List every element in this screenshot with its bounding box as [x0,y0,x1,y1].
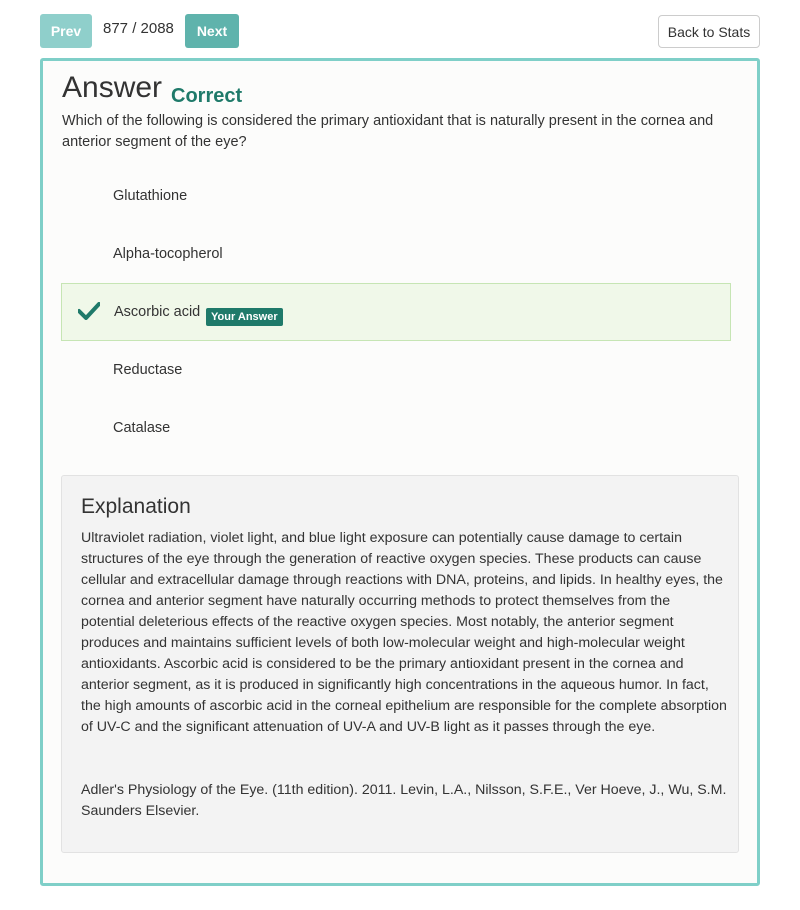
answer-title: Answer [62,71,163,104]
option-ascorbic-acid [61,283,731,341]
back-to-stats-button[interactable]: Back to Stats [658,15,760,48]
answer-options-list [61,167,731,457]
option-label: Alpha-tocopherol [113,246,223,262]
top-nav-bar [0,0,800,58]
explanation-title: Explanation [81,495,191,518]
option-glutathione [61,167,731,225]
next-button[interactable]: Next [185,14,239,48]
check-icon [78,302,100,320]
option-label: Catalase [113,420,171,436]
your-answer-badge: Your Answer [206,308,283,326]
prev-button[interactable]: Prev [40,14,92,48]
question-counter: 877 / 2088 [103,20,174,37]
correct-status-label: Correct [171,85,243,107]
option-label: Reductase [113,362,183,378]
explanation-body: Ultraviolet radiation, violet light, and blue light exposure can potentially cause damage to certain structures of the eye through the generation of reactive oxygen species. These products can cause cellular and extracellular damage through reactions with DNA, proteins, and lipids. In healthy eyes, the cornea and anterior segment have naturally occurring methods to protect themselves from the potential deleterious effects of the reactive oxygen species. Most notably, the anterior segment produces and maintains sufficient levels of both low-molecular weight and high-molecular weight antioxidants. Ascorbic acid is considered to be the primary antioxidant present in the cornea and anterior segment, as it is produced in significantly high concentrations in the aqueous humor. In fact, the high amounts of ascorbic acid in the corneal epithelium are responsible for the complete absorption of UV-C and the significant attenuation of UV-A and UV-B light as it passes through the eye. [81,530,727,735]
option-alpha-tocopherol [61,225,731,283]
option-label: Glutathione [113,188,188,204]
option-catalase [61,399,731,457]
answer-card [40,58,760,886]
explanation-panel [61,475,739,853]
explanation-reference: Adler's Physiology of the Eye. (11th edition). 2011. Levin, L.A., Nilsson, S.F.E., Ver Hoeve, J., Wu, S.M. Saunders Elsevier. [81,782,727,819]
option-reductase [61,341,731,399]
question-text: Which of the following is considered the primary antioxidant that is naturally present in the cornea and anterior segment of the eye? [62,113,714,150]
option-label: Ascorbic acid [114,304,201,320]
